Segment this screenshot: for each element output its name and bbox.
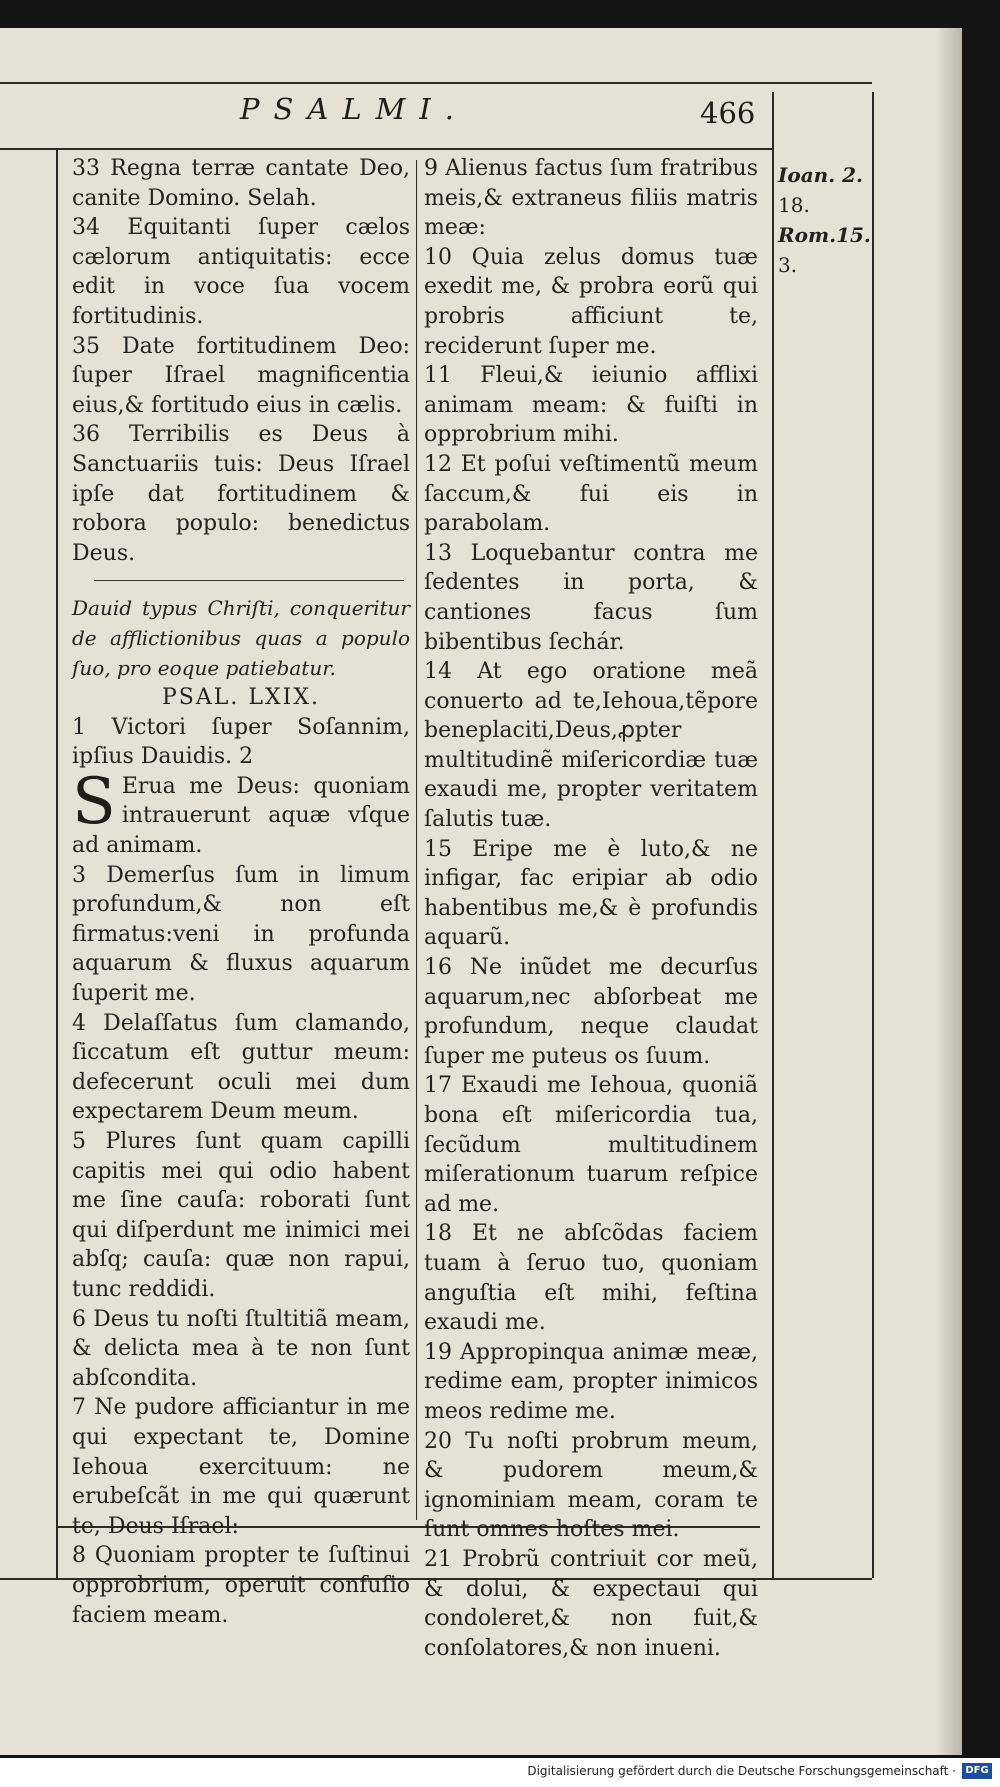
drop-capital: S xyxy=(72,764,116,839)
verse-1: 1 Victori ſuper Soſannim, ipſius Dauidis. 2 xyxy=(72,714,410,770)
verse-3: 3 Demerſus ſum in limum profundum,& non eſt firmatus:veni in profunda aquarum & fluxus aquarum ſuperit me. xyxy=(72,862,410,1007)
verse-34: 34 Equitanti ſuper cælos cælorum antiquitatis: ecce edit in voce ſua vocem fortitudinis. xyxy=(72,215,410,329)
margin-ref-john: Ioan. 2. xyxy=(778,163,863,187)
header-top-rule xyxy=(0,82,872,84)
verse-35: 35 Date fortitudinem Deo: ſuper Iſrael magnificentia eius,& fortitudo eius in cælis. xyxy=(72,333,410,418)
digitization-footer xyxy=(0,1758,1000,1787)
column-divider-rule xyxy=(416,160,417,1520)
verse-2 xyxy=(72,764,410,861)
verse-7: 7 Ne pudore afficiantur in me qui expectant te, Domine Iehoua exercituum: ne erubeſcãt in me qui quærunt te, Deus Iſrael: xyxy=(72,1395,410,1539)
psalm-argument: Dauid typus Chriſti, conqueritur de afflictionibus quas a populo ſuo, pro eoque patiebatur. xyxy=(72,596,410,680)
verse-4: 4 Delaſſatus ſum clamando, ſiccatum eſt guttur meum: defecerunt oculi mei dum expectarem Deum meum. xyxy=(72,1010,410,1125)
running-head: PSALMI. xyxy=(240,92,468,126)
page-edge-shadow xyxy=(936,28,962,1755)
verse-14: 14 At ego oratione meã conuerto ad te,Iehoua,tẽpore beneplaciti,Deus,ꝓpter multitudinẽ miſericordiæ tuæ exaudi me, propter veritatem ſalutis tuæ. xyxy=(424,659,758,833)
verse-21: 21 Probrũ contriuit cor meũ, & dolui, & expectaui qui condoleret,& non fuit,& conſolatores,& non inueni. xyxy=(424,1546,758,1661)
verse-33: 33 Regna terræ cantate Deo, canite Domino. Selah. xyxy=(72,156,410,211)
main-right-rule xyxy=(772,92,774,1578)
verse-13: 13 Loquebantur contra me ſedentes in porta, & cantiones facus ſum bibentibus ſechár. xyxy=(424,540,758,655)
margin-ref-john-verse: 18. xyxy=(778,193,810,217)
verse-6: 6 Deus tu noſti ſtultitiã meam, & delicta mea à te non ſunt abſcondita. xyxy=(72,1306,410,1391)
verse-15: 15 Eripe me è luto,& ne infigar, fac eripiar ab odio habentibus me,& è profundis aquarũ. xyxy=(424,836,758,951)
page-number: 466 xyxy=(700,96,756,130)
verse-17: 17 Exaudi me Iehoua, quoniã bona eſt miſericordia tua, ſecũdum multitudinem miſerationum tuarum reſpice ad me. xyxy=(424,1073,758,1217)
dfg-logo: DFG xyxy=(962,1763,992,1779)
outer-right-rule xyxy=(872,92,874,1578)
header-bottom-rule xyxy=(0,148,772,150)
verse-9: 9 Alienus factus ſum fratribus meis,& extraneus filiis matris meæ: xyxy=(424,156,758,241)
verse-12: 12 Et poſui veſtimentũ meum ſaccum,& fui eis in parabolam. xyxy=(424,451,758,537)
verse-20: 20 Tu noſti probrum meum, & pudorem meum,& ignominiam meam, coram te ſunt omnes hoſtes mei. xyxy=(424,1428,758,1543)
section-separator xyxy=(72,568,410,594)
margin-references xyxy=(778,160,871,280)
right-column xyxy=(424,154,758,1663)
psalm-title: PSAL. LXIX. xyxy=(162,685,320,711)
verse-5: 5 Plures ſunt quam capilli capitis mei qui odio habent me ſine cauſa: roborati ſunt qui diſperdunt me inimici mei abſq; cauſa: quæ non rapui, tunc reddidi. xyxy=(72,1129,410,1302)
verse-10: 10 Quia zelus domus tuæ exedit me, & probra eorũ qui probris afficiunt te, reciderunt ſuper me. xyxy=(424,244,758,359)
verse-19: 19 Appropinqua animæ meæ, redime eam, propter inimicos meos redime me. xyxy=(424,1339,758,1424)
verse-36: 36 Terribilis es Deus à Sanctuariis tuis: Deus Iſrael ipſe dat fortitudinem & robora populo: benedictus Deus. xyxy=(72,422,410,566)
left-column xyxy=(72,154,410,1630)
margin-ref-romans: Rom.15. xyxy=(778,223,871,247)
verse-2-text: Erua me Deus: quoniam intrauerunt aquæ vſque ad animam. xyxy=(72,773,410,859)
verse-11: 11 Fleui,& ieiunio afflixi animam meam: & fuiſti in opprobrium mihi. xyxy=(424,363,758,448)
verse-8: 8 Quoniam propter te ſuſtinui opprobrium, operuit confuſio faciem meam. xyxy=(72,1543,410,1628)
margin-ref-romans-verse: 3. xyxy=(778,253,798,277)
verse-18: 18 Et ne abſcõdas faciem tuam à ſeruo tuo, quoniam anguſtia eſt mihi, feſtina exaudi me. xyxy=(424,1221,758,1336)
verse-16: 16 Ne inũdet me decurſus aquarum,nec abſorbeat me profundum, neque claudat ſuper me puteus os ſuum. xyxy=(424,955,758,1069)
left-border-rule xyxy=(56,150,58,1578)
digitization-note: Digitalisierung gefördert durch die Deutsche Forschungsgemeinschaft · xyxy=(527,1764,956,1778)
